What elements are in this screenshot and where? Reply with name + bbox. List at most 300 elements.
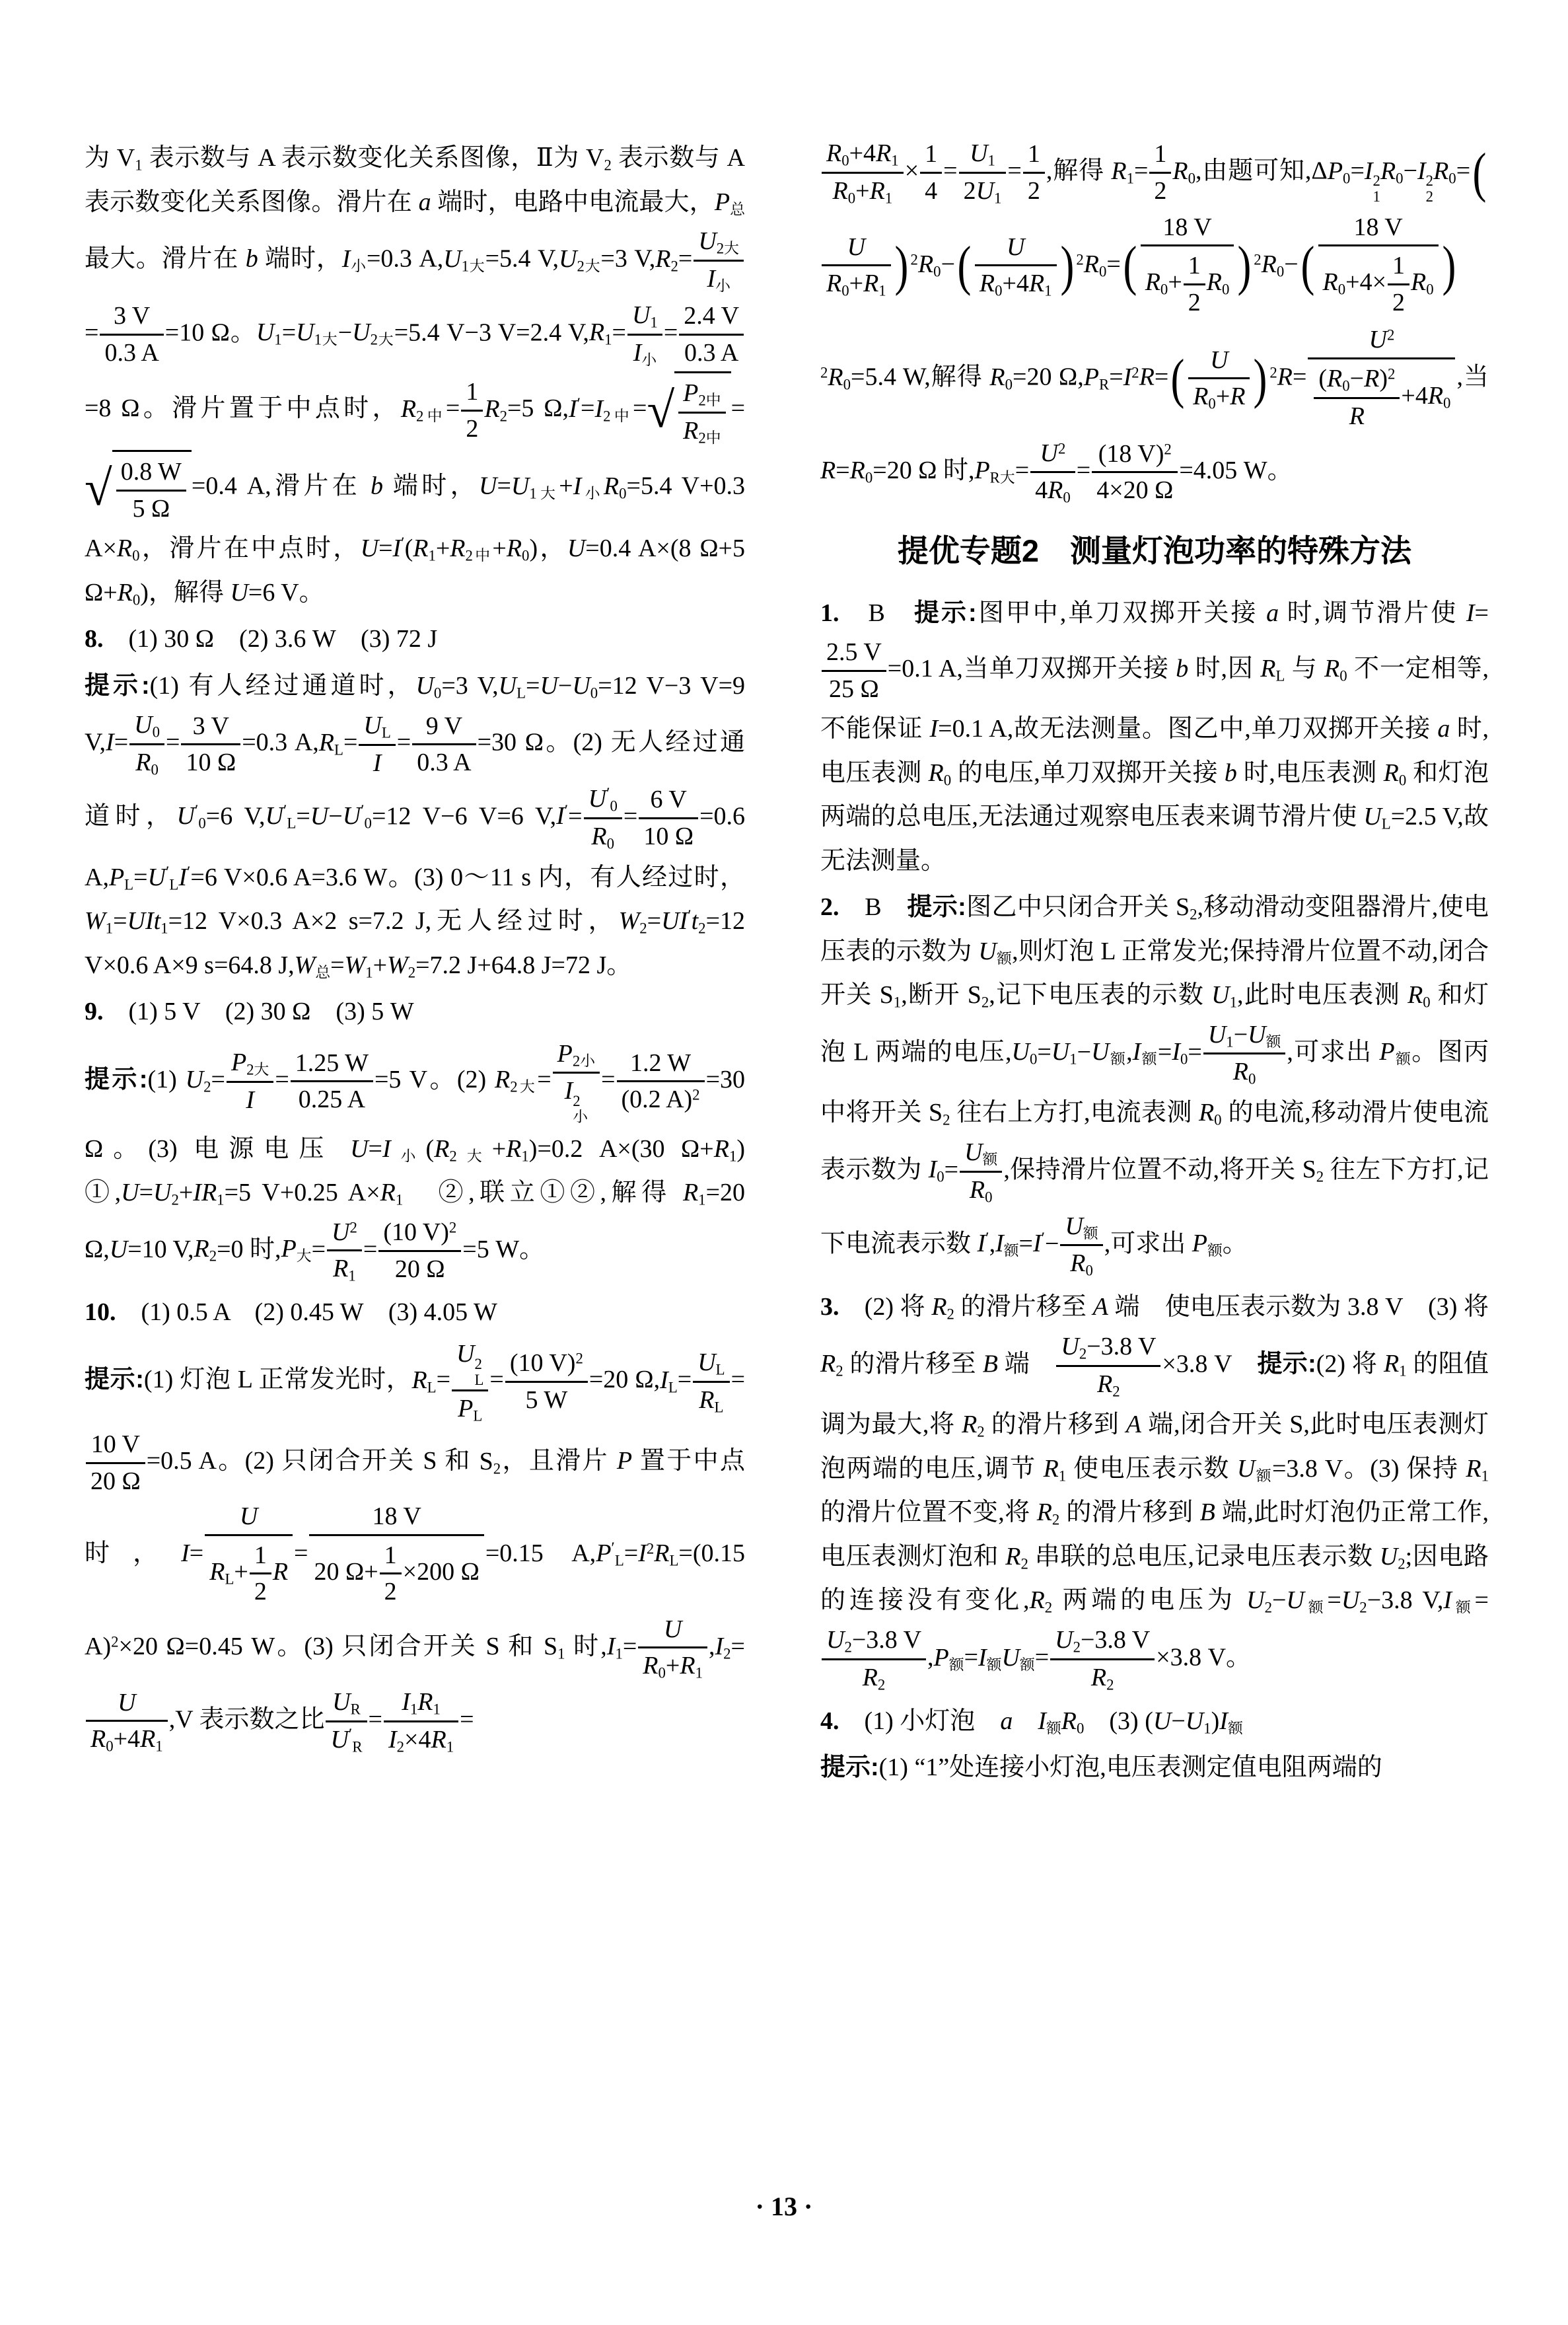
denominator: [638, 1646, 707, 1683]
prime-mark: ′: [283, 802, 287, 821]
text-run: −: [1077, 1038, 1092, 1066]
math-base: R: [962, 1411, 978, 1439]
text-run: 9 V: [425, 712, 463, 740]
fraction: [639, 784, 698, 852]
subscript: 1: [1069, 1051, 1077, 1068]
math-base: U: [847, 233, 866, 261]
math-symbol: [683, 379, 721, 407]
superscript: 2: [646, 1540, 655, 1557]
math-base: U: [698, 227, 717, 255]
math-symbol: [978, 1230, 989, 1257]
denominator: [975, 264, 1057, 301]
math-symbol: [178, 864, 190, 891]
text-run: =0.5 A。(2) 只闭合开关 S 和: [146, 1447, 480, 1475]
math-symbol: [619, 907, 647, 935]
math-symbol: [1266, 599, 1279, 627]
text-run: =: [497, 472, 511, 500]
paragraph: [820, 885, 1489, 1282]
math-base: R: [90, 1725, 106, 1753]
math-base: U: [1379, 1542, 1398, 1570]
math-symbol: [296, 318, 338, 346]
math-symbol: [1417, 157, 1434, 205]
denominator: [380, 1572, 402, 1608]
math-base: P: [1327, 157, 1343, 185]
math-base: R: [655, 244, 671, 273]
math-base: a: [1266, 599, 1279, 627]
math-symbol: [1176, 655, 1188, 683]
numerator: [693, 1347, 729, 1381]
subscript: 小: [715, 277, 731, 295]
fraction: [505, 1348, 588, 1416]
subscript: 2中: [698, 429, 721, 447]
math-base: R: [989, 363, 1005, 391]
subscript: 0: [152, 723, 160, 741]
math-symbol: [863, 1664, 886, 1691]
superscript: 2: [1386, 326, 1395, 344]
denominator: [822, 670, 886, 706]
denominator: [627, 334, 662, 370]
text-run: (2) 将: [839, 1293, 932, 1321]
math-base: U: [1011, 1038, 1030, 1066]
numerator: [584, 784, 622, 817]
math-symbol: [974, 457, 1015, 484]
subscript: 2: [1073, 1639, 1081, 1656]
math-base: I: [106, 728, 114, 757]
subscript: 0: [1063, 488, 1071, 505]
text-run: −: [1284, 250, 1299, 278]
text-run: 20 Ω: [394, 1255, 445, 1283]
math-base: U: [176, 802, 195, 830]
text-run: ×4: [404, 1726, 431, 1754]
text-run: ): [1379, 364, 1388, 392]
math-base: R: [876, 139, 892, 167]
subscript: 1: [891, 152, 899, 169]
text-run: 的阻值调为最大,将: [820, 1350, 1489, 1439]
numerator: [822, 1625, 926, 1658]
math-base: S: [1175, 893, 1190, 922]
superscript: 2: [1076, 251, 1084, 268]
math-symbol: [828, 363, 851, 391]
fraction: [822, 232, 891, 301]
math-symbol: [1172, 157, 1195, 185]
math-symbol: [1379, 1038, 1411, 1066]
text-run: =5 V+0.25 A×: [224, 1179, 380, 1207]
math-base: R: [450, 535, 466, 563]
math-symbol: [699, 1386, 723, 1414]
text-run: =: [275, 1065, 289, 1093]
text-run: 的电压,单刀双掷开关接: [951, 758, 1225, 787]
math-base: I: [660, 1366, 668, 1394]
paragraph: [820, 591, 1489, 883]
paragraph: [820, 1746, 1489, 1790]
math-symbol: [350, 1135, 368, 1163]
text-run: =: [489, 1366, 504, 1394]
math-base: P: [683, 379, 699, 408]
math-base: I: [638, 1539, 647, 1568]
math-base: R: [272, 1558, 289, 1586]
math-base: I: [556, 802, 565, 830]
fraction: [1188, 345, 1250, 414]
text-run: 表示数与 A 表示数变化关系图像。滑片在: [85, 144, 745, 216]
math-symbol: [594, 395, 633, 423]
math-symbol: [194, 1235, 217, 1263]
math-base: R: [1193, 383, 1209, 411]
numerator: [822, 232, 891, 265]
text-run: −: [1349, 364, 1365, 392]
subscript: 2: [396, 1738, 405, 1755]
math-base: W: [618, 907, 640, 936]
math-base: t: [153, 907, 161, 936]
item-number: 10.: [85, 1298, 116, 1326]
subscript: 1: [1058, 1467, 1067, 1485]
math-base: I: [1038, 1707, 1046, 1735]
subscript: 2: [493, 1459, 501, 1477]
numerator: [1188, 345, 1250, 378]
math-base: R: [1433, 157, 1449, 185]
math-symbol: [1408, 981, 1431, 1009]
denominator: [205, 1534, 293, 1610]
math-base: a: [418, 188, 431, 216]
subscript: L: [1381, 815, 1391, 832]
math-symbol: [661, 907, 679, 935]
text-run: 2: [1392, 288, 1406, 316]
subscript: 1: [884, 190, 893, 207]
math-symbol: [1248, 1021, 1281, 1049]
subscript: 1: [878, 282, 886, 299]
superscript: 2: [820, 364, 828, 381]
text-run: =12 V−6 V=6 V,: [371, 802, 557, 830]
math-base: R: [1061, 1707, 1077, 1735]
math-base: I: [1123, 363, 1132, 391]
text-run: =: [368, 1705, 382, 1734]
denominator: [822, 1658, 926, 1695]
math-base: U: [1091, 1038, 1110, 1066]
sub-sup-stack: [573, 1093, 588, 1125]
text-run: +: [665, 1652, 680, 1680]
math-symbol: [118, 1689, 135, 1716]
math-symbol: [1380, 1543, 1406, 1570]
text-run: =8 Ω。滑片置于中点时，: [85, 394, 401, 423]
math-base: R: [1383, 1350, 1400, 1378]
subscript: 0: [1005, 376, 1013, 393]
subscript: 额: [1394, 1051, 1412, 1068]
fraction: [1149, 139, 1171, 207]
subscript: 0: [1443, 394, 1451, 411]
math-base: U: [1363, 803, 1382, 831]
math-symbol: [417, 1688, 441, 1716]
math-base: I: [392, 535, 402, 563]
math-symbol: [499, 672, 526, 700]
text-run: 18 V: [372, 1502, 421, 1531]
text-run: 1.2 W: [629, 1049, 692, 1077]
math-symbol: [1097, 1370, 1120, 1398]
subscript: 0: [433, 684, 442, 702]
fraction: [693, 1347, 729, 1417]
text-run: ,: [708, 1632, 715, 1660]
subscript: 额: [1019, 1656, 1035, 1673]
math-base: U: [443, 244, 462, 273]
numerator: [1030, 438, 1075, 471]
denominator: [1141, 244, 1234, 320]
math-base: R: [1230, 383, 1246, 411]
math-symbol: [1380, 157, 1404, 185]
numerator: [1141, 212, 1234, 245]
math-base: I: [388, 1726, 397, 1754]
superscript: 2: [1254, 251, 1262, 268]
superscript: 2: [573, 1092, 581, 1109]
math-base: R: [1139, 363, 1155, 391]
prime-mark: ′: [361, 802, 365, 821]
math-symbol: [559, 245, 600, 273]
text-run: −: [1171, 1707, 1186, 1735]
text-run: 2: [1027, 176, 1040, 205]
fraction: [822, 1625, 926, 1695]
math-base: R: [135, 749, 151, 777]
subscript: 1: [217, 1191, 225, 1208]
text-run: =20 Ω,: [1013, 363, 1084, 391]
text-run: 往左下方打,记下电流表示数: [820, 1156, 1489, 1258]
subscript: 2中: [603, 407, 633, 424]
denominator: [461, 410, 483, 445]
math-symbol: [660, 1366, 678, 1394]
text-run: 端,闭合开关 S,此时电压表测灯泡两端的电压,调节: [820, 1411, 1489, 1483]
text-run: 10 Ω: [186, 749, 236, 777]
math-symbol: [980, 270, 1003, 297]
text-run: 0.3 A: [417, 749, 472, 777]
math-symbol: [964, 1138, 997, 1166]
math-base: R: [411, 1366, 427, 1394]
text-run: =: [378, 535, 393, 563]
math-symbol: [976, 177, 1002, 205]
text-run: 不一定相等,不能保证: [820, 655, 1489, 743]
math-symbol: [1286, 1586, 1327, 1614]
numerator: [959, 138, 1007, 172]
math-symbol: [281, 1235, 312, 1263]
text-run: 为: [85, 144, 117, 172]
text-run: (10 V): [509, 1349, 576, 1378]
denominator: [1314, 397, 1400, 433]
math-symbol: [266, 802, 297, 830]
paragraph: [820, 1285, 1489, 1696]
prime-mark: ′: [688, 906, 692, 925]
math-base: R: [1206, 268, 1222, 297]
subscript: R大: [989, 469, 1015, 486]
math-base: R: [116, 535, 133, 563]
radicand: [674, 371, 731, 450]
fraction: [86, 1429, 145, 1497]
math-base: R: [683, 417, 699, 445]
denominator: [412, 743, 476, 779]
text-run: (: [1318, 364, 1328, 392]
numerator: [1314, 363, 1400, 397]
math-symbol: [1051, 1038, 1077, 1066]
fraction: [326, 1687, 367, 1757]
math-base: U: [134, 711, 153, 739]
prime-mark: ′: [1041, 1229, 1046, 1247]
text-run: 最大。滑片在: [85, 244, 246, 273]
subscript: 额: [1255, 1467, 1272, 1485]
math-base: R: [1232, 1058, 1248, 1086]
text-run: =: [445, 394, 460, 423]
text-run: 置于中点时，: [85, 1447, 745, 1568]
fraction: [617, 1048, 705, 1116]
text-run: =: [460, 1705, 474, 1734]
numerator: [505, 1348, 588, 1381]
math-symbol: [604, 472, 627, 500]
math-base: R: [333, 1255, 349, 1283]
math-base: R: [1324, 655, 1340, 683]
paragraph: [85, 1290, 745, 1335]
paragraph: [85, 990, 745, 1034]
fraction: [679, 301, 744, 369]
math-symbol: [140, 1725, 163, 1753]
radicand: [112, 450, 192, 527]
math-base: U: [1246, 1586, 1265, 1615]
math-base: U: [697, 1348, 716, 1377]
text-run: =: [731, 1632, 745, 1660]
math-symbol: [1172, 1038, 1188, 1066]
subscript: 0: [937, 1168, 944, 1185]
denominator: [327, 1249, 362, 1286]
text-run: 1: [1154, 140, 1167, 168]
math-base: U: [109, 1235, 128, 1263]
math-symbol: [714, 1135, 737, 1163]
text-run: =: [311, 1235, 326, 1263]
subscript: 1: [160, 920, 168, 937]
math-symbol: [1327, 365, 1350, 392]
text-run: =: [623, 802, 638, 830]
math-symbol: [371, 472, 383, 500]
math-symbol: [1029, 270, 1052, 297]
math-base: U: [121, 1179, 139, 1207]
math-symbol: [1176, 893, 1197, 921]
math-symbol: [1093, 1293, 1108, 1321]
math-symbol: [1428, 382, 1451, 410]
math-base: W: [294, 951, 316, 979]
math-base: I: [1466, 599, 1475, 627]
text-run: (: [425, 1134, 435, 1163]
subscript: L: [474, 1371, 484, 1388]
fraction: [412, 711, 476, 779]
math-base: I: [929, 715, 939, 743]
math-base: P: [108, 863, 125, 891]
text-run: =: [678, 244, 693, 273]
math-symbol: [683, 417, 721, 445]
text-run: =0.1 A,当单刀双掷开关接: [887, 655, 1176, 683]
text-run: Δ: [1311, 157, 1328, 185]
math-base: U: [978, 937, 997, 965]
subscript: 2: [1190, 906, 1197, 923]
fraction: [181, 711, 240, 779]
text-run: (1): [147, 1065, 186, 1093]
math-symbol: [121, 1179, 139, 1206]
subscript: 1: [698, 1191, 706, 1208]
numerator: [227, 1047, 273, 1081]
math-base: P: [616, 1447, 633, 1475]
text-run: =: [294, 1539, 308, 1568]
text-run: =: [281, 318, 297, 347]
fraction: [384, 1687, 458, 1757]
subscript: 2: [946, 1306, 954, 1323]
text-run: 2: [963, 176, 976, 205]
math-base: U: [1051, 1038, 1070, 1066]
math-base: U: [588, 784, 607, 813]
math-symbol: [1443, 1586, 1474, 1614]
math-symbol: [1466, 599, 1475, 627]
math-base: R: [194, 1235, 209, 1263]
sub-sup-stack: [474, 1356, 483, 1388]
subscript: 1: [274, 331, 282, 348]
text-run: 端时，: [258, 244, 342, 273]
math-symbol: [572, 672, 598, 700]
math-symbol: [186, 1066, 211, 1093]
math-base: U: [350, 1134, 369, 1163]
fraction: [100, 301, 163, 369]
item-number: 4.: [820, 1707, 839, 1735]
subscript: 小: [390, 1147, 426, 1164]
math-symbol: [995, 1230, 1018, 1257]
text-run: 2: [466, 414, 479, 443]
text-run: =0.6 A,: [85, 802, 745, 891]
math-symbol: [826, 270, 849, 297]
numerator: [617, 1048, 705, 1081]
text-run: =0.4 A,滑片在: [191, 472, 371, 500]
math-base: R: [140, 1725, 156, 1753]
subscript: L: [427, 1378, 437, 1395]
math-base: R: [826, 270, 842, 298]
subscript: 0: [1337, 281, 1346, 298]
math-symbol: [343, 802, 372, 830]
math-symbol: [1433, 157, 1456, 185]
fraction: [822, 637, 886, 705]
paragraph: [85, 1037, 771, 1288]
subscript: 1: [348, 1267, 356, 1284]
denominator: [129, 743, 164, 780]
math-symbol: [1048, 476, 1071, 504]
text-run: =10 Ω。: [164, 318, 256, 347]
math-base: I: [568, 394, 577, 423]
subscript: 0: [1180, 1051, 1188, 1068]
math-symbol: [1133, 1038, 1158, 1066]
math-symbol: [1038, 1707, 1061, 1735]
text-run: +: [855, 176, 870, 205]
math-symbol: [863, 270, 886, 297]
text-run: 1: [1392, 252, 1406, 280]
math-base: W: [85, 907, 106, 936]
subscript: 1: [410, 1701, 418, 1718]
math-base: U: [511, 472, 530, 500]
subscript: 0: [841, 152, 849, 169]
math-base: R: [849, 456, 865, 484]
text-run: =6 V×0.6 A=3.6 W。(3) 0～11 s 内，有人经过时，: [190, 863, 745, 891]
math-base: I: [1443, 1586, 1452, 1615]
fraction: [309, 1501, 483, 1610]
text-run: =: [964, 1643, 978, 1672]
math-symbol: [181, 1539, 190, 1567]
math-base: R: [1036, 1498, 1052, 1527]
text-run: +4×: [1345, 268, 1387, 297]
text-run: −: [1271, 1586, 1287, 1615]
hint-label: 提示:: [907, 893, 966, 922]
math-base: I: [564, 1077, 573, 1105]
text-run: ×3.8 V: [1162, 1350, 1258, 1378]
denominator: [584, 817, 622, 854]
text-run: 时,调节滑片使: [1279, 599, 1466, 627]
math-base: W: [344, 951, 366, 979]
text-run: =: [677, 1366, 692, 1394]
text-run: +: [1168, 268, 1182, 297]
math-base: R: [1260, 655, 1276, 683]
